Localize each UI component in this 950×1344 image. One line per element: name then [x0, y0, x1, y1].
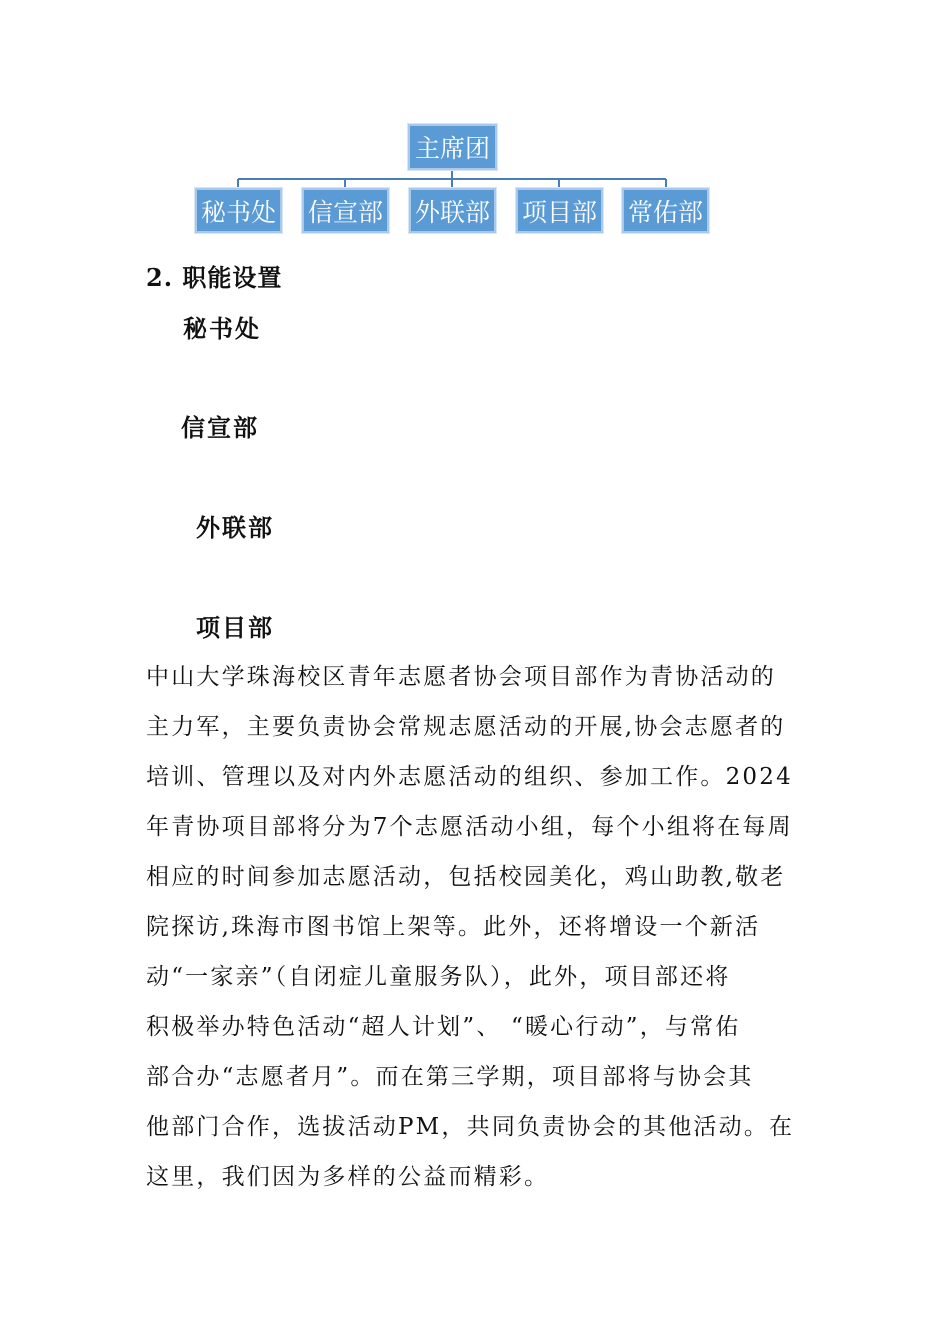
org-box-routine: 常佑部	[622, 188, 709, 233]
paragraph-line: 部合办“志愿者月”。而在第三学期，项目部将与协会其	[146, 1064, 754, 1090]
dept-heading-secretariat: 秘书处	[183, 314, 261, 343]
paragraph-line: 积极举办特色活动“超人计划”、 “暖心行动”，与常佑	[146, 1014, 741, 1040]
org-box-project: 项目部	[516, 188, 603, 233]
section-title: 2. 职能设置	[146, 263, 283, 292]
dept-heading-external: 外联部	[196, 513, 274, 542]
org-chart	[0, 0, 950, 250]
org-box-external-relations: 外联部	[409, 188, 496, 233]
paragraph-line: 他部门合作，选拔活动PM，共同负责协会的其他活动。在	[146, 1114, 795, 1140]
project-description	[146, 652, 808, 1202]
dept-heading-publicity: 信宣部	[181, 413, 259, 442]
paragraph-line: 年青协项目部将分为7个志愿活动小组，每个小组将在每周	[146, 814, 793, 840]
paragraph-line: 相应的时间参加志愿活动，包括校园美化，鸡山助教,敬老	[146, 864, 786, 890]
paragraph-line: 动“一家亲”（自闭症儿童服务队），此外，项目部还将	[146, 964, 731, 990]
dept-heading-project: 项目部	[196, 613, 274, 642]
org-box-publicity: 信宣部	[302, 188, 389, 233]
paragraph-line: 院探访,珠海市图书馆上架等。此外，还将增设一个新活	[146, 914, 761, 940]
org-box-secretariat: 秘书处	[195, 188, 282, 233]
paragraph-line: 培训、管理以及对内外志愿活动的组织、参加工作。2024	[146, 764, 793, 790]
org-box-presidium: 主席团	[408, 124, 497, 170]
paragraph-line: 中山大学珠海校区青年志愿者协会项目部作为青协活动的	[146, 664, 776, 690]
paragraph-line: 这里，我们因为多样的公益而精彩。	[146, 1164, 550, 1190]
paragraph-line: 主力军，主要负责协会常规志愿活动的开展,协会志愿者的	[146, 714, 786, 740]
